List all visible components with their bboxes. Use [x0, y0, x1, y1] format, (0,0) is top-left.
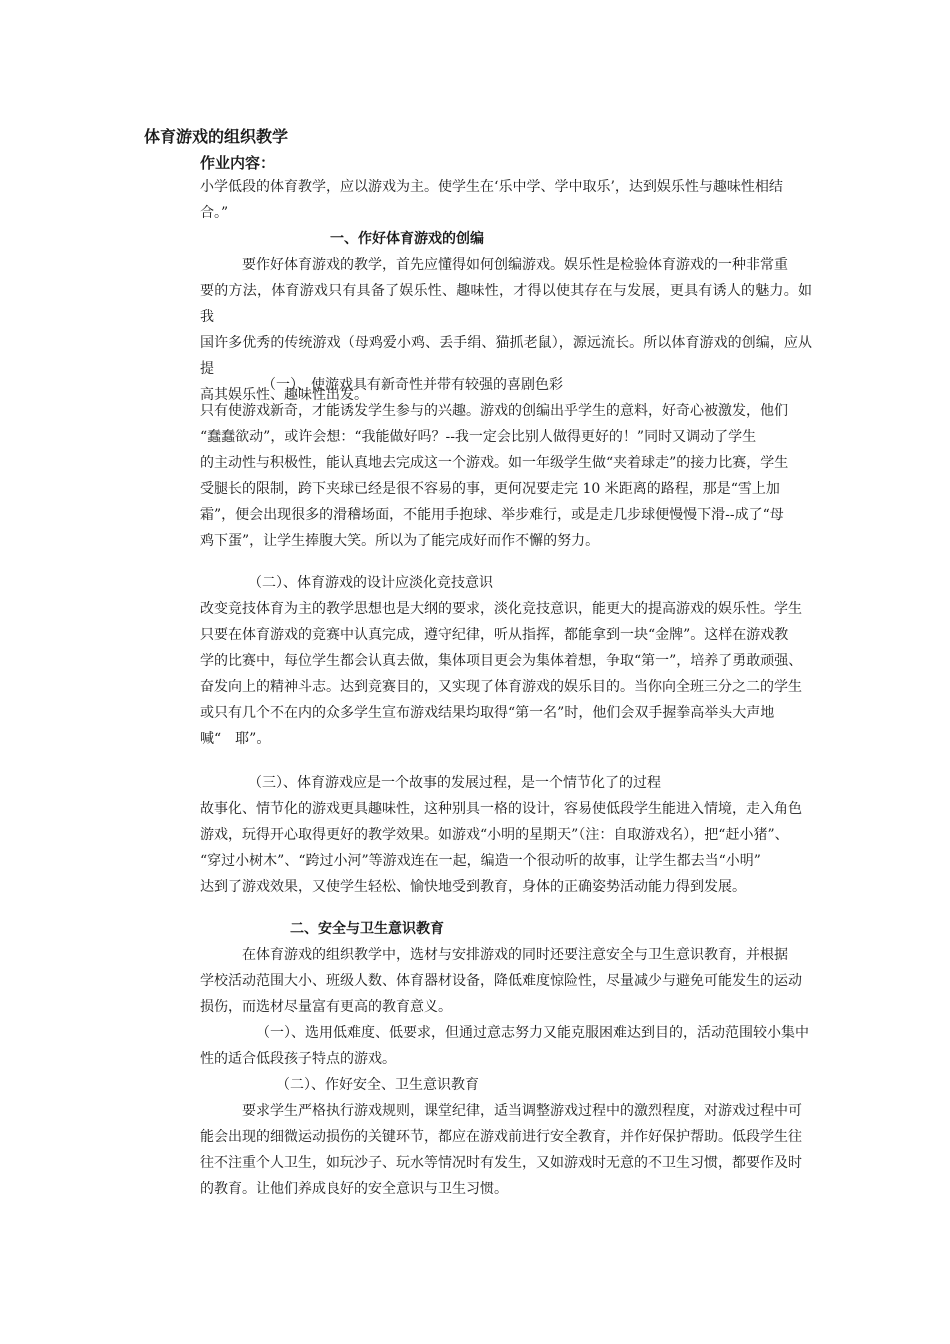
- text-line: 学的比赛中，每位学生都会认真去做，集体项目更会为集体着想，争取“第一”，培养了勇敢顽强、: [200, 653, 803, 669]
- text-line: 性的适合低段孩子特点的游戏。: [200, 1051, 396, 1067]
- subsection3-heading: （三）、体育游戏应是一个故事的发展过程，是一个情节化了的过程: [248, 775, 661, 791]
- section2-sub1-paragraph: [200, 1020, 812, 1072]
- text-line: 或只有几个不在内的众多学生宣布游戏结果均取得“第一名”时，他们会双手握拳高举头大声地: [200, 705, 775, 721]
- text-line: 要的方法，体育游戏只有具备了娱乐性、趣味性，才得以使其存在与发展，更具有诱人的魅力。如我: [200, 283, 812, 325]
- text-line: 改变竞技体育为主的教学思想也是大纲的要求，淡化竞技意识，能更大的提高游戏的娱乐性。学生: [200, 601, 802, 617]
- text-line: 损伤，而选材尽量富有更高的教育意义。: [200, 999, 452, 1015]
- text-line: 小学低段的体育教学，应以游戏为主。使学生在‘乐中学、学中取乐’，达到娱乐性与趣味性相结: [200, 179, 783, 195]
- text-line: 喊“ 耶”。: [200, 731, 271, 747]
- subsection1-paragraph: [200, 398, 812, 554]
- assignment-label: 作业内容：: [200, 154, 276, 172]
- subsection3-paragraph: [200, 796, 812, 900]
- text-line: 的主动性与积极性，能认真地去完成这一个游戏。如一年级学生做“夹着球走”的接力比赛，学生: [200, 455, 789, 471]
- text-line: 高其娱乐性、趣味性出发。: [200, 387, 368, 403]
- document-title: 体育游戏的组织教学: [144, 127, 289, 146]
- text-line: 要作好体育游戏的教学，首先应懂得如何创编游戏。娱乐性是检验体育游戏的一种非常重: [242, 257, 788, 273]
- text-line: 往不注重个人卫生，如玩沙子、玩水等情况时有发生，又如游戏时无意的不卫生习惯，都要作及时: [200, 1155, 802, 1171]
- intro-paragraph: [200, 174, 812, 226]
- text-line: “穿过小树木”、“跨过小河”等游戏连在一起，编造一个很动听的故事，让学生都去当“小明”: [200, 853, 761, 869]
- text-line: 的教育。让他们养成良好的安全意识与卫生习惯。: [200, 1181, 508, 1197]
- text-line: 能会出现的细微运动损伤的关键环节，都应在游戏前进行安全教育，并作好保护帮助。低段学生往: [200, 1129, 802, 1145]
- section2-paragraph: [200, 942, 812, 1020]
- text-line: 受腿长的限制，跨下夹球已经是很不容易的事，更何况要走完 10 米距离的路程，那是“雪上加: [200, 481, 780, 497]
- text-line: 合。”: [200, 205, 229, 221]
- section2-heading: 二、安全与卫生意识教育: [290, 921, 444, 937]
- text-line: 在体育游戏的组织教学中，选材与安排游戏的同时还要注意安全与卫生意识教育，并根据: [242, 947, 788, 963]
- section2-sub2-heading: （二）、作好安全、卫生意识教育: [276, 1077, 479, 1093]
- section2-sub2-paragraph: [200, 1098, 812, 1202]
- text-line: 只要在体育游戏的竞赛中认真完成，遵守纪律，听从指挥，都能拿到一块“金牌”。这样在游戏教: [200, 627, 789, 643]
- text-line: 要求学生严格执行游戏规则，课堂纪律，适当调整游戏过程中的激烈程度，对游戏过程中可: [242, 1103, 802, 1119]
- text-line: （一）、选用低难度、低要求，但通过意志努力又能克服困难达到目的，活动范围较小集中: [256, 1025, 809, 1041]
- subsection1-heading: （一）、使游戏具有新奇性并带有较强的喜剧色彩: [262, 377, 563, 393]
- text-line: 学校活动范围大小、班级人数、体育器材设备，降低难度惊险性，尽量减少与避免可能发生的运动: [200, 973, 802, 989]
- subsection2-heading: （二）、体育游戏的设计应淡化竞技意识: [248, 575, 493, 591]
- text-line: “蠢蠢欲动”，或许会想：“我能做好吗？--我一定会比别人做得更好的！”同时又调动了学生: [200, 429, 757, 445]
- text-line: 霜”，便会出现很多的滑稽场面，不能用手抱球、举步难行，或是走几步球便慢慢下滑--成了“母: [200, 507, 784, 523]
- text-line: 鸡下蛋”，让学生捧腹大笑。所以为了能完成好而作不懈的努力。: [200, 533, 600, 549]
- text-line: 国许多优秀的传统游戏（母鸡爱小鸡、丢手绢、猫抓老鼠），源远流长。所以体育游戏的创编，应从提: [200, 335, 812, 377]
- text-line: 游戏，玩得开心取得更好的教学效果。如游戏“小明的星期天”（注：自取游戏名），把“赶小猪”、: [200, 827, 789, 843]
- text-line: 只有使游戏新奇，才能诱发学生参与的兴趣。游戏的创编出乎学生的意料，好奇心被激发，他们: [200, 403, 788, 419]
- text-line: 达到了游戏效果，又使学生轻松、愉快地受到教育，身体的正确姿势活动能力得到发展。: [200, 879, 746, 895]
- subsection2-paragraph: [200, 596, 812, 752]
- text-line: 故事化、情节化的游戏更具趣味性，这种别具一格的设计，容易使低段学生能进入情境，走入角色: [200, 801, 802, 817]
- section1-heading: 一、作好体育游戏的创编: [330, 231, 484, 247]
- text-line: 奋发向上的精神斗志。达到竞赛目的，又实现了体育游戏的娱乐目的。当你向全班三分之二的学生: [200, 679, 802, 695]
